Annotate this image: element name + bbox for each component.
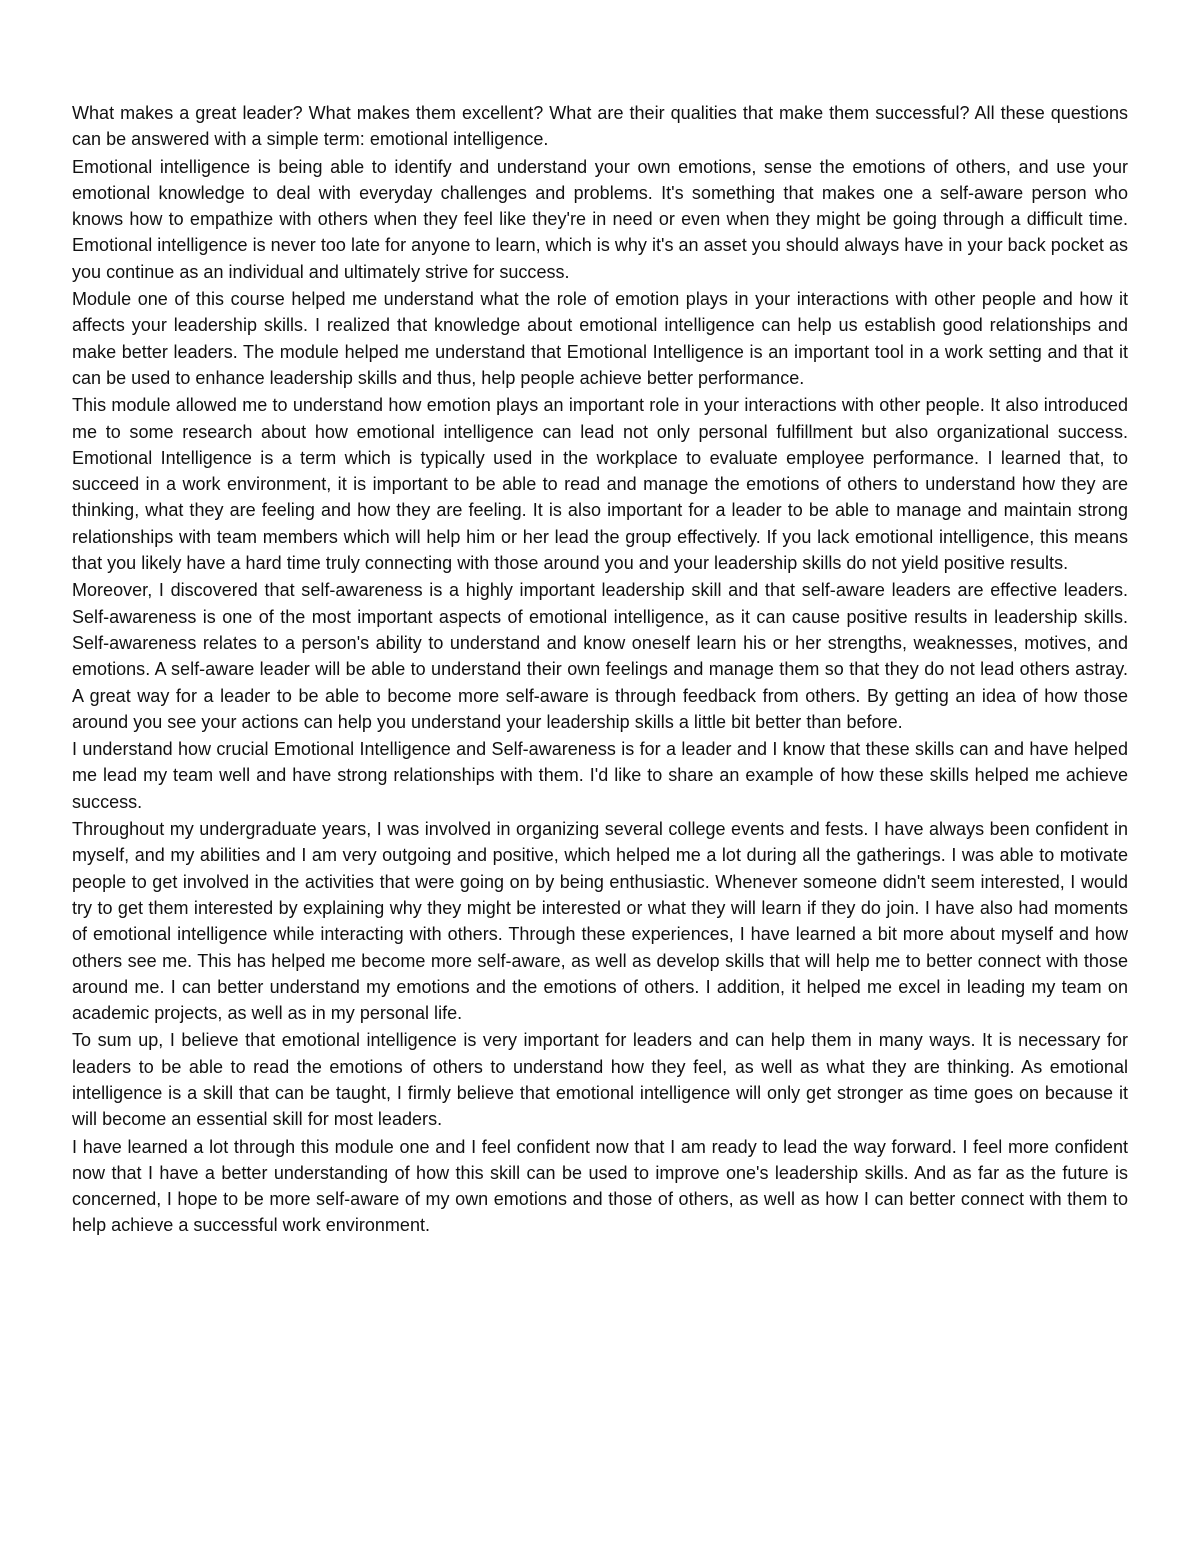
paragraph-understanding: I understand how crucial Emotional Intelligence and Self-awareness is for a leader and I know that these skills can and have helped me lead my team well and have strong relationships with them. I'd like to share an example of how these skills helped me achieve success. bbox=[72, 739, 1128, 812]
paragraph-module-one: Module one of this course helped me understand what the role of emotion plays in your interactions with other people and how it affects your leadership skills. I realized that knowledge about emotional intelligence can help us establish good relationships and make better leaders. The module helped me understand that Emotional Intelligence is an important tool in a work setting and that it can be used to enhance leadership skills and thus, help people achieve better performance. bbox=[72, 289, 1128, 388]
paragraph-module-learning: This module allowed me to understand how emotion plays an important role in your interactions with other people. It also introduced me to some research about how emotional intelligence can lead not only personal fulfillment but also organizational success. Emotional Intelligence is a term which is typically used in the workplace to evaluate employee performance. I learned that, to succeed in a work environment, it is important to be able to read and manage the emotions of others to understand how they are thinking, what they are feeling and how they are feeling. It is also important for a leader to be able to manage and maintain strong relationships with team members which will help him or her lead the group effectively. If you lack emotional intelligence, this means that you likely have a hard time truly connecting with those around you and your leadership skills do not yield positive results. bbox=[72, 395, 1128, 574]
paragraph-intro: What makes a great leader? What makes them excellent? What are their qualities that make them successful? All these questions can be answered with a simple term: emotional intelligence. bbox=[72, 103, 1128, 150]
document-body bbox=[72, 100, 1128, 1239]
paragraph-self-awareness: Moreover, I discovered that self-awareness is a highly important leadership skill and that self-aware leaders are effective leaders. Self-awareness is one of the most important aspects of emotional intelligence, as it can cause positive results in leadership skills. Self-awareness relates to a person's ability to understand and know oneself learn his or her strengths, weaknesses, motives, and emotions. A self-aware leader will be able to understand their own feelings and manage them so that they do not lead others astray. A great way for a leader to be able to become more self-aware is through feedback from others. By getting an idea of how those around you see your actions can help you understand your leadership skills a little bit better than before. bbox=[72, 580, 1128, 732]
paragraph-definition: Emotional intelligence is being able to identify and understand your own emotions, sense the emotions of others, and use your emotional knowledge to deal with everyday challenges and problems. It's something that makes one a self-aware person who knows how to empathize with others when they feel like they're in need or even when they might be going through a difficult time. Emotional intelligence is never too late for anyone to learn, which is why it's an asset you should always have in your back pocket as you continue as an individual and ultimately strive for success. bbox=[72, 156, 1128, 282]
paragraph-summary: To sum up, I believe that emotional intelligence is very important for leaders and can help them in many ways. It is necessary for leaders to be able to read the emotions of others to understand how they feel, as well as what they are thinking. As emotional intelligence is a skill that can be taught, I firmly believe that emotional intelligence will only get stronger as time goes on because it will become an essential skill for most leaders. bbox=[72, 1030, 1128, 1130]
paragraph-example: Throughout my undergraduate years, I was involved in organizing several college events and fests. I have always been confident in myself, and my abilities and I am very outgoing and positive, which helped me a lot during all the gatherings. I was able to motivate people to get involved in the activities that were going on by being enthusiastic. Whenever someone didn't seem interested, I would try to get them interested by explaining why they might be interested or what they will learn if they do join. I have also had moments of emotional intelligence while interacting with others. Through these experiences, I have learned a bit more about myself and how others see me. This has helped me become more self-aware, as well as develop skills that will help me to better connect with those around me. I can better understand my emotions and the emotions of others. I addition, it helped me excel in leading my team on academic projects, as well as in my personal life. bbox=[72, 819, 1128, 1024]
paragraph-conclusion: I have learned a lot through this module one and I feel confident now that I am ready to lead the way forward. I feel more confident now that I have a better understanding of how this skill can be used to improve one's leadership skills. And as far as the future is concerned, I hope to be more self-aware of my own emotions and those of others, as well as how I can better connect with them to help achieve a successful work environment. bbox=[72, 1136, 1128, 1236]
